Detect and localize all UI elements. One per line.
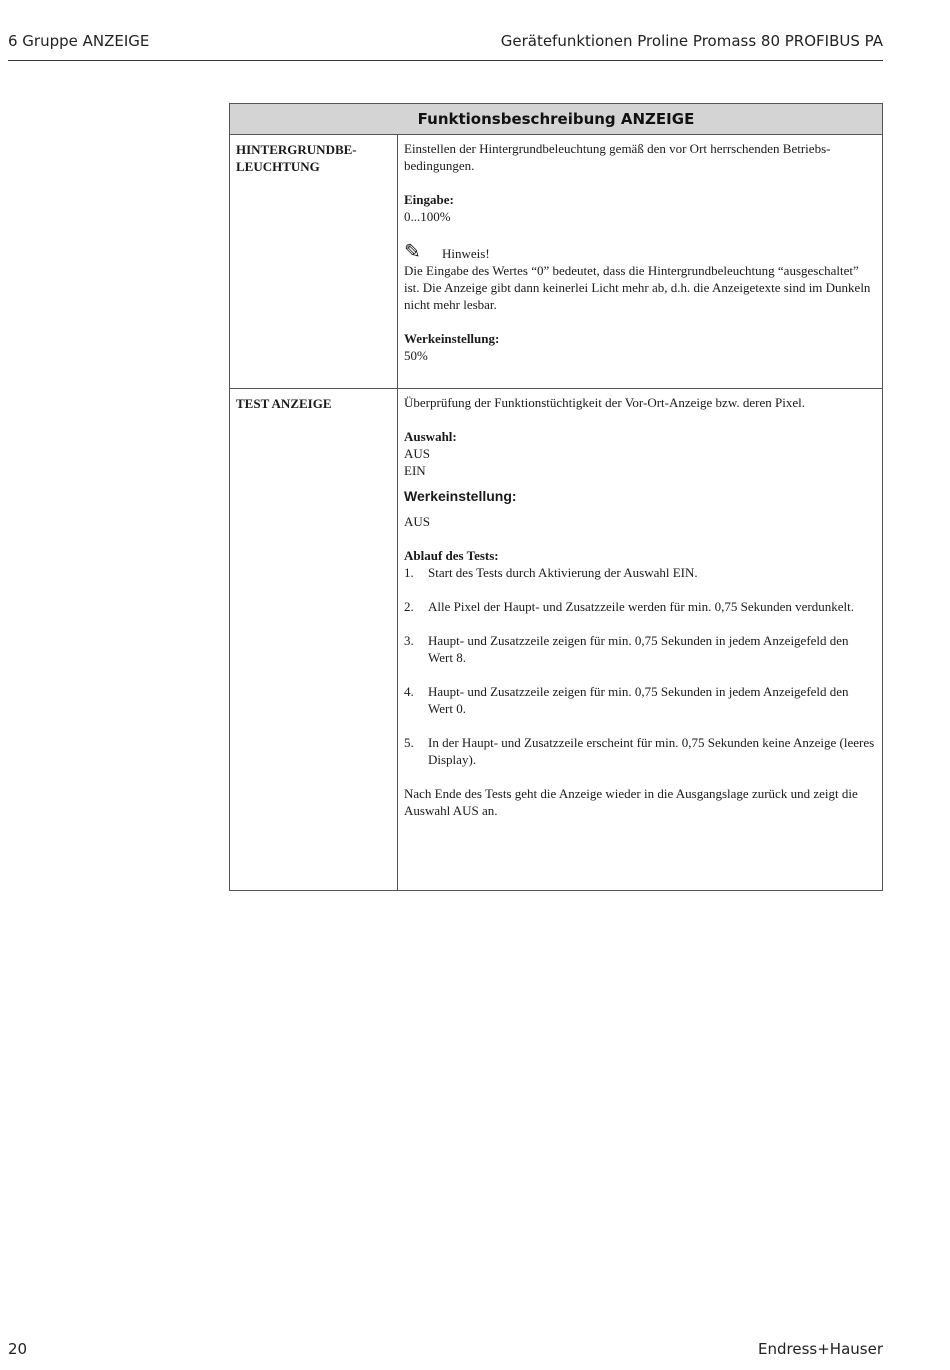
option-item: EIN — [404, 463, 426, 478]
function-name-cell — [230, 135, 398, 388]
function-name-line1: HINTERGRUNDBE- — [236, 142, 357, 157]
step-text: Alle Pixel der Haupt- und Zusatzzeile werden für min. 0,75 Sekunden verdunkelt. — [428, 599, 854, 614]
step-number: 5. — [404, 735, 414, 750]
default-label: Werkeinstellung: — [404, 488, 517, 504]
table-title: Funktionsbeschreibung ANZEIGE — [230, 104, 882, 135]
input-label: Eingabe: — [404, 192, 454, 207]
step-number: 2. — [404, 599, 414, 614]
function-name-cell — [230, 389, 398, 890]
description-text: Überprüfung der Funktionstüchtigkeit der Vor-Ort-Anzeige bzw. deren Pixel. — [404, 395, 805, 410]
step-number: 3. — [404, 633, 414, 648]
page-number: 20 — [8, 1340, 28, 1358]
header-divider — [8, 60, 883, 61]
default-value: AUS — [404, 514, 431, 529]
header-document-title: Gerätefunktionen Proline Promass 80 PROFIBUS PA — [500, 32, 883, 50]
procedure-label: Ablauf des Tests: — [404, 548, 499, 563]
procedure-step — [404, 564, 876, 581]
function-description-cell — [398, 389, 882, 890]
brand-name: Endress+Hauser — [758, 1340, 883, 1358]
step-number: 1. — [404, 565, 414, 580]
default-value: 50% — [404, 348, 428, 363]
table-row-test-display — [230, 389, 882, 890]
step-text: Start des Tests durch Aktivierung der Auswahl EIN. — [428, 565, 698, 580]
procedure-step — [404, 632, 876, 666]
function-description-table — [229, 103, 883, 891]
procedure-step — [404, 683, 876, 717]
selection-label: Auswahl: — [404, 429, 457, 444]
procedure-step — [404, 734, 876, 768]
option-item: AUS — [404, 446, 431, 461]
step-text: Haupt- und Zusatzzeile zeigen für min. 0,75 Sekunden in jedem Anzeigefeld den Wert 0. — [428, 684, 849, 716]
note-label: Hinweis! — [442, 246, 490, 261]
note-heading — [404, 242, 876, 262]
table-row-backlight — [230, 135, 882, 389]
description-text: Einstellen der Hintergrundbeleuchtung gemäß den vor Ort herrschenden Betriebs-bedingungen. — [404, 141, 831, 173]
step-text: Haupt- und Zusatzzeile zeigen für min. 0,75 Sekunden in jedem Anzeigefeld den Wert 8. — [428, 633, 849, 665]
closing-text: Nach Ende des Tests geht die Anzeige wieder in die Ausgangslage zurück und zeigt die Auswahl AUS an. — [404, 786, 858, 818]
default-label: Werkeinstellung: — [404, 331, 500, 346]
function-name-line2: LEUCHTUNG — [236, 159, 320, 174]
procedure-step — [404, 598, 876, 615]
function-description-cell — [398, 135, 882, 388]
input-range: 0...100% — [404, 209, 451, 224]
header-chapter: 6 Gruppe ANZEIGE — [8, 32, 150, 50]
note-text: Die Eingabe des Wertes “0” bedeutet, dass die Hintergrundbeleuchtung “ausgeschaltet” ist. Die Anzeige gibt dann keinerlei Licht mehr ab, d.h. die Anzeigetexte sind im Dunkeln nicht mehr lesbar. — [404, 263, 871, 312]
step-number: 4. — [404, 684, 414, 699]
function-name-line1: TEST ANZEIGE — [236, 396, 332, 411]
step-text: In der Haupt- und Zusatzzeile erscheint für min. 0,75 Sekunden keine Anzeige (leeres Display). — [428, 735, 875, 767]
pencil-icon: ✎ — [404, 241, 421, 263]
